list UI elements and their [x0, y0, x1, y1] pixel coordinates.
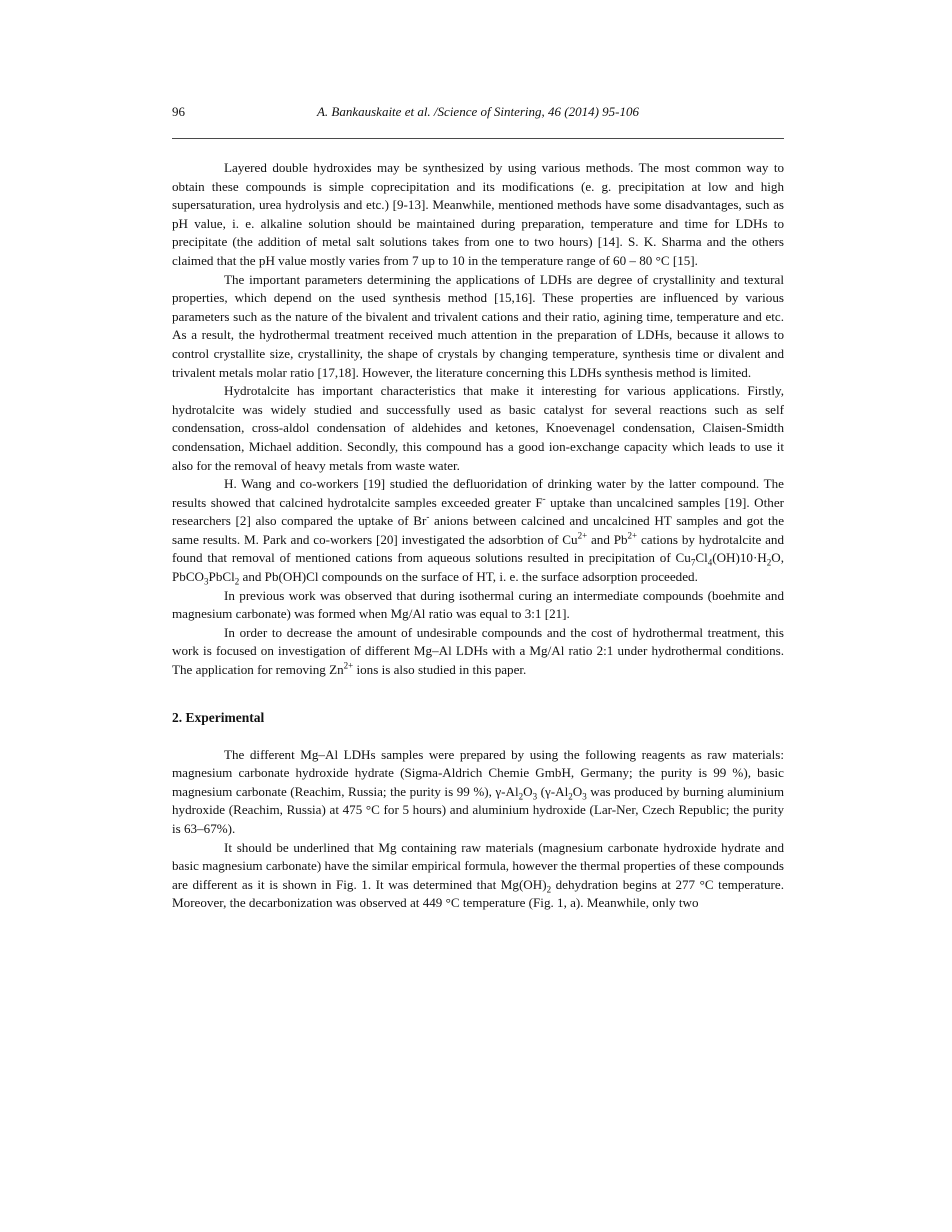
paragraph: Layered double hydroxides may be synthesized by using various methods. The most common way to obtain these compounds is simple coprecipitation and its modifications (e. g. precipitation at low and high supersaturation, urea hydrolysis and etc.) [9-13]. Meanwhile, mentioned methods have some disadvantages, such as pH value, i. e. alkaline solution should be maintained during preparation, temperature and time for LDHs to precipitate (the addition of metal salt solutions takes from one to two hours) [14]. S. K. Sharma and the others claimed that the pH value mostly varies from 7 up to 10 in the temperature range of 60 – 80 °C [15].	[172, 160, 784, 268]
paragraph: In order to decrease the amount of undesirable compounds and the cost of hydrothermal treatment, this work is focused on investigation of different Mg–Al LDHs with a Mg/Al ratio 2:1 under hydrothermal conditions. The application for removing $Zn^{2+}$ ions is also studied in this paper.	[172, 624, 784, 678]
paragraph: The different Mg–Al LDHs samples were prepared by using the following reagents as raw materials: magnesium carbonate hydroxide hydrate (Sigma-Aldrich Chemie GmbH, Germany; the purity is 99 %), basic magnesium carbonate (Reachim, Russia; the purity is 99 %), $\gamma-Al_2O_3$ ($\gamma-Al_2O_3$ was produced by burning aluminium hydroxide (Reachim, Russia) at 475 °C for 5 hours) and aluminium hydroxide (Lar-Ner, Czech Republic; the purity is 63–67%).	[172, 746, 785, 836]
paragraph: H. Wang and co-workers [19] studied the defluoridation of drinking water by the latter compound. The results showed that calcined hydrotalcite samples exceeded greater F- uptake than uncalcined samples [19]. Other researchers [2] also compared the uptake of Br- anions between calcined and uncalcined HT samples and got the same results. M. Park and co-workers [20] investigated the adsorbtion of $Cu^{2+}$ and $Pb^{2+}$ cations by hydrotalcite and found that removal of mentioned cations from aqueous solutions resulted in precipitation of $Cu_7Cl_4(OH)10\cdot H_2O$, PbCO$_3$PbCl$_2$ and Pb(OH)Cl compounds on the surface of HT, i. e. the surface adsorption proceeded.	[172, 476, 785, 587]
paragraph: In previous work was observed that during isothermal curing an intermediate compounds (boehmite and magnesium carbonate) was formed when Mg/Al ratio was equal to 3:1 [21].	[172, 587, 784, 622]
page-number: 96	[172, 104, 185, 119]
running-title: A. Bankauskaite et al. /Science of Sintering, 46 (2014) 95-106	[316, 104, 640, 119]
article-body	[172, 159, 784, 913]
paragraph: The important parameters determining the applications of LDHs are degree of crystallinity and textural properties, which depend on the used synthesis method [15,16]. These properties are influenced by various parameters such as the nature of the bivalent and trivalent cations and their ratio, agining time, temperature and etc. As a result, the hydrothermal treatment received much attention in the preparation of LDHs, because it allows to control crystallite size, crystallinity, the shape of crystals by changing temperature, synthesis time or divalent and trivalent metals molar ratio [17,18]. However, the literature concerning this LDHs synthesis method is limited.	[172, 271, 784, 380]
paragraph: Hydrotalcite has important characteristics that make it interesting for various applications. Firstly, hydrotalcite was widely studied and successfully used as basic catalyst for several reactions such as self condensation, cross-aldol condensation of aldehides and ketones, Knoevenagel condensation, Claisen-Smidth condensation, Michael addition. Secondly, this compound has a good ion-exchange capacity which leads to use it also for the removal of heavy metals from waste water.	[172, 383, 784, 473]
section-heading: 2. Experimental	[172, 709, 265, 725]
paragraph: It should be underlined that Mg containing raw materials (magnesium carbonate hydroxide hydrate and basic magnesium carbonate) have the similar empirical formula, however the thermal properties of these compounds are different as it is shown in Fig. 1. It was determined that $Mg(OH)_2$ dehydration begins at 277 °C temperature. Moreover, the decarbonization was observed at 449 °C temperature (Fig. 1, a). Meanwhile, only two	[172, 839, 784, 911]
header-divider	[172, 138, 784, 139]
page-header	[172, 104, 784, 122]
text-block	[172, 104, 784, 913]
